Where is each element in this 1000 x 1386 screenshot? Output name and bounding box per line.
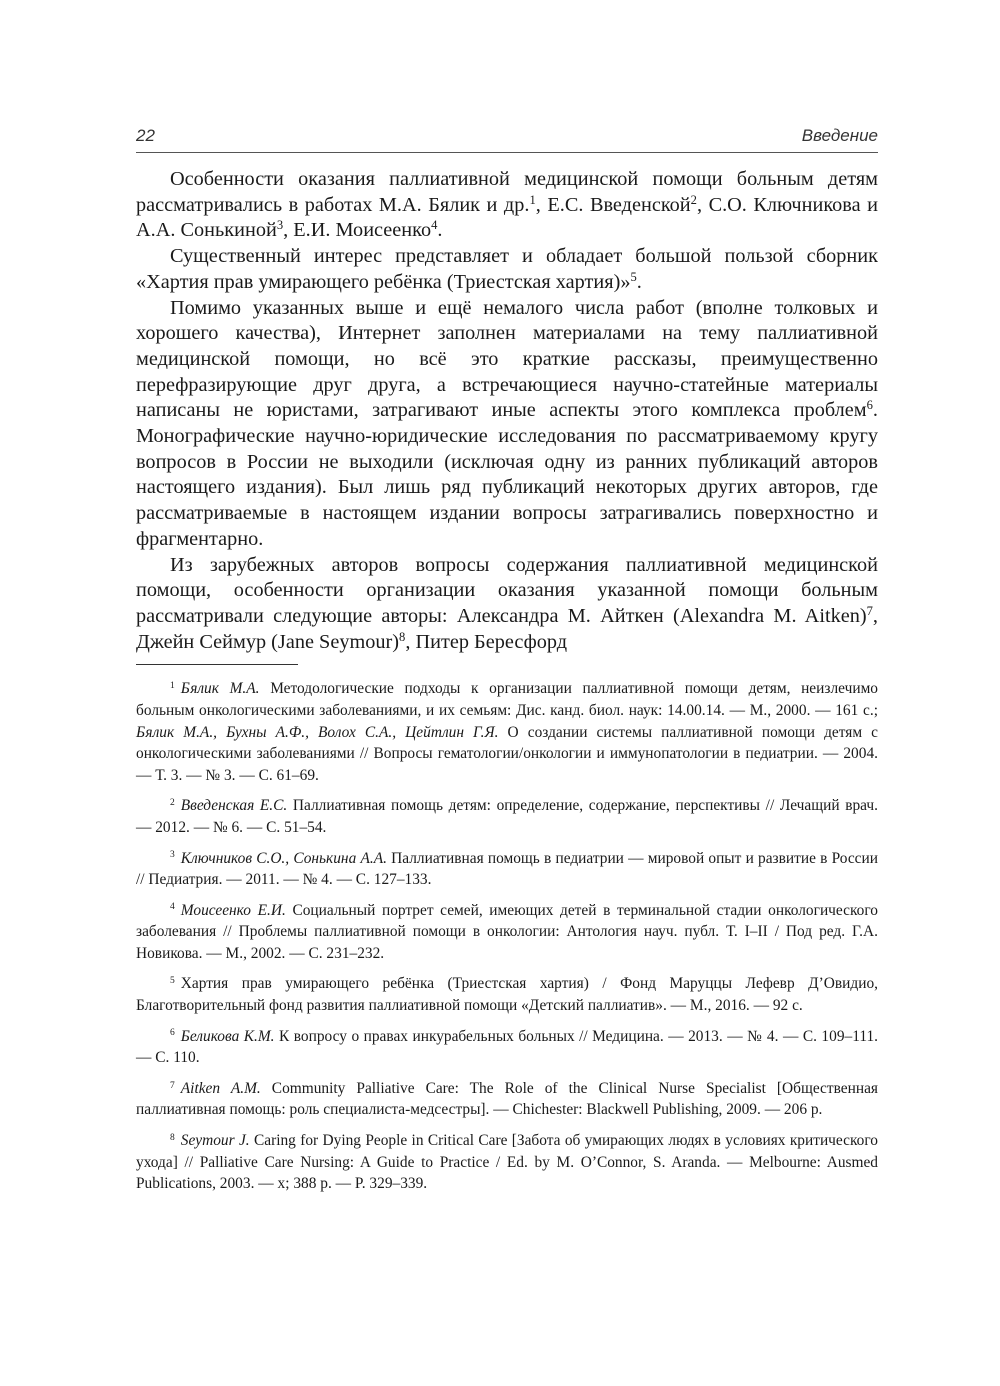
- running-header: [136, 126, 878, 153]
- footnote-divider: [136, 664, 298, 665]
- text-run: .: [636, 270, 642, 293]
- citation-text: Методологические подходы к организации паллиативной помощи детям, неизлечимо больным онкологическими заболеваниями, и их семьям: Дис. канд. биол. наук: 14.00.14. — М., 2000. — 161 с.;: [136, 680, 878, 719]
- author: Ключников С.О., Сонькина А.А.: [180, 849, 387, 867]
- author: Введенская Е.С.: [180, 797, 288, 815]
- footnote-number: 5: [170, 975, 175, 987]
- citation-text: К вопросу о правах инкурабельных больных // Медицина. — 2013. — № 4. — С. 109–111. — С. 110.: [136, 1027, 878, 1067]
- text-run: , Е.И. Моисеенко: [283, 219, 432, 242]
- citation-text: Паллиативная помощь в педиатрии — мировой опыт и развитие в России // Педиатрия. — 2011. — № 4. — С. 127–133.: [136, 849, 878, 889]
- footnote-ref: 2: [690, 192, 697, 207]
- footnote-ref: 1: [529, 192, 536, 207]
- footnote-number: 6: [170, 1027, 175, 1039]
- author: Беликова К.М.: [180, 1027, 275, 1045]
- footnotes: [136, 678, 878, 1194]
- text-run: , С.О. Ключникова и А.А. Сонькиной: [136, 193, 878, 242]
- footnote-ref: 3: [276, 218, 284, 233]
- text-run: .: [437, 219, 443, 242]
- footnote-ref: 8: [399, 629, 406, 644]
- paragraph: [136, 167, 878, 244]
- paragraph: [136, 553, 878, 656]
- text-run: , Е.С. Введенской: [535, 193, 691, 216]
- text-run: Особенности оказания паллиативной медицинской помощи больным детям рассматривались в работах М.А. Бялик и др.: [136, 168, 878, 216]
- footnote-number: 4: [170, 901, 175, 913]
- author: Seymour J.: [180, 1132, 250, 1150]
- author: Aitken A.M.: [180, 1079, 261, 1097]
- page-number: 22: [136, 126, 155, 145]
- footnote-number: 3: [170, 849, 175, 861]
- citation-text: Социальный портрет семей, имеющих детей в терминальной стадии онкологического заболевания // Проблемы паллиативной помощи в онкологии: Антология науч. публ. Т. I–II / Под ред. Г.А. Новикова. — М., 2002. — С. 231–232.: [136, 901, 878, 962]
- footnote-number: 8: [170, 1131, 175, 1143]
- paragraph: [136, 296, 878, 553]
- author: Бялик М.А., Бухны А.Ф., Волох С.А., Цейтлин Г.Я.: [136, 723, 499, 741]
- text-run: Помимо указанных выше и ещё немалого числа работ (вполне толковых и хорошего качества), Интернет заполнен материалами на тему паллиативной медицинской помощи, но всё это краткие рассказы, преимущественно перефразирующие друг друга, а встречающиеся научно-статейные материалы написаны не юристами, затрагивают иные аспекты этого комплекса проблем: [136, 296, 878, 422]
- author: Бялик М.А.: [180, 680, 260, 698]
- citation-text: Caring for Dying People in Critical Care [Забота об умирающих людях в условиях критического ухода] // Palliative Care Nursing: A Guide to Practice / Ed. by M. O’Connor, S. Aranda. — Melbourne: Ausmed Publications, 2003. — x; 388 p. — P. 329–339.: [136, 1132, 878, 1193]
- text-run: , Питер Бересфорд: [405, 630, 568, 653]
- footnote-ref: 6: [866, 398, 873, 413]
- footnote-ref: 5: [630, 269, 637, 284]
- text-run: Существенный интерес представляет и обладает большой пользой сборник «Хартия прав умирающего ребёнка (Триестская хартия)»: [136, 245, 878, 293]
- paragraph: [136, 244, 878, 295]
- citation-text: Хартия прав умирающего ребёнка (Триестская хартия) / Фонд Маруццы Лефевр Д’Овидио, Благотворительный фонд развития паллиативной помощи «Детский паллиатив». — М., 2016. — 92 с.: [136, 975, 878, 1015]
- section-title: Введение: [801, 126, 878, 145]
- text-run: . Монографические научно-юридические исследования по рассматриваемому кругу вопросов в России не выходили (исключая одну из ранних публикаций авторов настоящего издания). Был лишь ряд публикаций некоторых других авторов, где рассматриваемые в настоящем издании вопросы затрагивались поверхностно и фрагментарно.: [136, 399, 878, 550]
- footnote-5: [136, 973, 878, 1016]
- footnote-2: [136, 795, 878, 838]
- footnote-number: 1: [170, 680, 175, 692]
- footnote-ref: 7: [866, 604, 873, 619]
- book-page: [136, 126, 878, 1204]
- text-run: , Джейн Сеймур (Jane Seymour): [136, 604, 878, 653]
- footnote-1: [136, 678, 878, 786]
- citation-text: О создании системы паллиативной помощи детям с онкологическими заболеваниями // Вопросы гематологии/онкологии и иммунопатологии в педиатрии. — 2004. — Т. 3. — № 3. — С. 61–69.: [136, 723, 878, 784]
- footnote-3: [136, 848, 878, 891]
- footnote-ref: 4: [431, 218, 438, 233]
- footnote-number: 2: [170, 797, 175, 809]
- citation-text: Community Palliative Care: The Role of the Clinical Nurse Specialist [Общественная паллиативная помощь: роль специалиста-медсестры]. — Chichester: Blackwell Publishing, 2009. — 206 p.: [136, 1079, 878, 1119]
- main-text: [136, 167, 878, 655]
- footnote-number: 7: [170, 1079, 175, 1091]
- footnote-8: [136, 1130, 878, 1195]
- footnote-6: [136, 1026, 878, 1069]
- author: Моисеенко Е.И.: [180, 901, 286, 919]
- citation-text: Паллиативная помощь детям: определение, содержание, перспективы // Лечащий врач. — 2012. — № 6. — С. 51–54.: [136, 797, 878, 836]
- text-run: Из зарубежных авторов вопросы содержания паллиативной медицинской помощи, особенности организации оказания указанной помощи больным рассматривали следующие авторы: Александра М. Айткен (Alexandra M. Aitken): [136, 553, 878, 627]
- footnote-4: [136, 900, 878, 965]
- footnote-7: [136, 1078, 878, 1121]
